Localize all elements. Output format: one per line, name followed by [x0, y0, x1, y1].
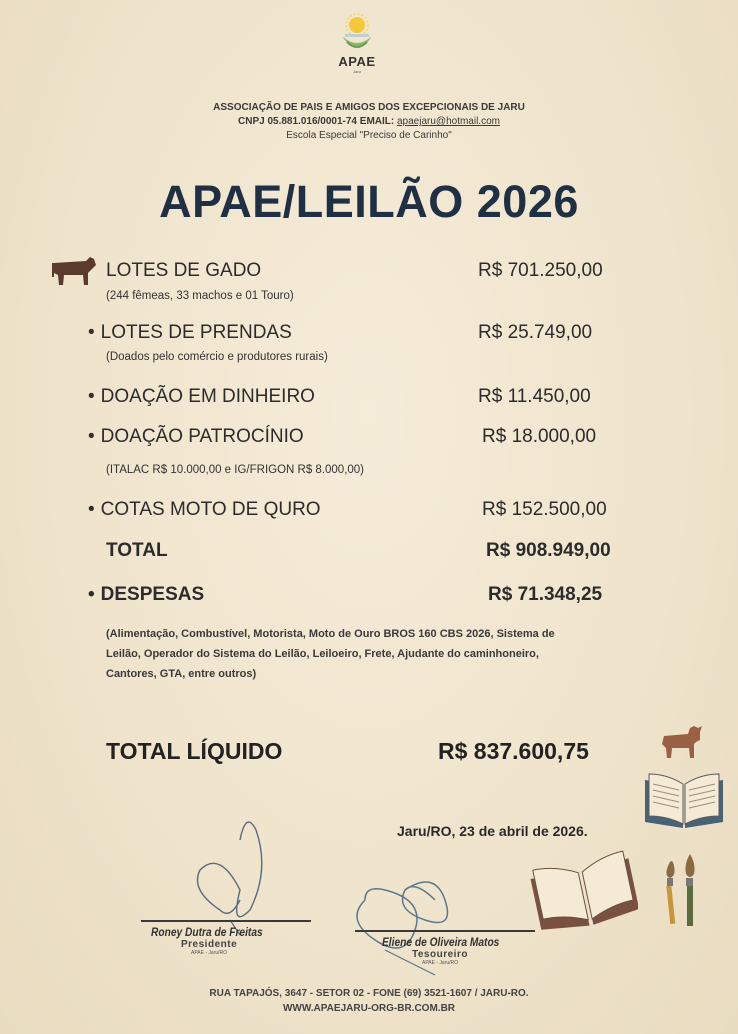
despesas-note-line: Leilão, Operador do Sistema do Leilão, Leiloeiro, Frete, Ajudante do caminhoneiro, — [106, 648, 539, 660]
despesas-note — [106, 624, 555, 684]
item-cotas-moto-value: R$ 152.500,00 — [482, 499, 607, 520]
despesas-note-line: (Alimentação, Combustível, Motorista, Moto de Ouro BROS 160 CBS 2026, Sistema de — [106, 628, 555, 640]
item-lotes-gado-label: LOTES DE GADO — [106, 260, 262, 281]
item-lotes-prendas-label: • LOTES DE PRENDAS — [88, 322, 292, 344]
logo-subtext: Jaru — [353, 69, 361, 74]
apae-logo — [329, 12, 385, 74]
signatory-org: APAE - Jaru/RO — [191, 950, 228, 956]
footer — [0, 986, 738, 1016]
open-book-icon — [643, 770, 725, 832]
paintbrush-icon — [656, 852, 706, 928]
org-name: ASSOCIAÇÃO DE PAIS E AMIGOS DOS EXCEPCIONAIS DE JARU — [213, 102, 525, 113]
despesas-value: R$ 71.348,25 — [488, 584, 603, 605]
cow-icon — [50, 255, 98, 289]
signatory-name: Eliene de Oliveira Matos — [382, 935, 500, 949]
item-doacao-patrocinio-note: (ITALAC R$ 10.000,00 e IG/FRIGON R$ 8.000,00) — [106, 464, 365, 476]
item-lotes-prendas-note: (Doados pelo comércio e produtores rurais) — [106, 351, 328, 363]
item-doacao-patrocinio-value: R$ 18.000,00 — [482, 426, 597, 447]
open-book-icon — [530, 850, 638, 930]
signatory-name: Roney Dutra de Freitas — [151, 925, 263, 939]
item-lotes-gado-value: R$ 701.250,00 — [478, 260, 603, 281]
signatory-org: APAE - Jaru/RO — [422, 960, 459, 966]
logo-text: APAE — [338, 54, 376, 69]
signature-block-treasurer — [382, 935, 542, 966]
item-doacao-patrocinio-label: • DOAÇÃO PATROCÍNIO — [88, 426, 304, 448]
signature-line — [355, 930, 535, 932]
item-doacao-dinheiro-label: • DOAÇÃO EM DINHEIRO — [88, 386, 315, 408]
item-lotes-gado-note: (244 fêmeas, 33 machos e 01 Touro) — [106, 290, 294, 302]
signatory-role: Presidente — [181, 939, 238, 950]
cow-icon — [658, 722, 704, 762]
item-doacao-dinheiro-value: R$ 11.450,00 — [478, 386, 591, 407]
item-lotes-prendas-value: R$ 25.749,00 — [478, 322, 593, 343]
despesas-label: • DESPESAS — [88, 584, 204, 606]
footer-website[interactable]: WWW.APAEJARU-ORG-BR.COM.BR — [282, 1003, 456, 1014]
org-contact — [0, 115, 738, 129]
total-liquido-value: R$ 837.600,75 — [438, 738, 589, 764]
cnpj: CNPJ 05.881.016/0001-74 EMAIL: — [238, 116, 395, 127]
item-cotas-moto-label: • COTAS MOTO DE QURO — [88, 499, 321, 521]
signature-block-president — [151, 925, 301, 956]
page-title: APAE/LEILÃO 2026 — [159, 176, 579, 227]
footer-address: RUA TAPAJÓS, 3647 - SETOR 02 - FONE (69) 3521-1607 / JARU-RO. — [209, 988, 529, 999]
org-header — [0, 101, 738, 143]
email-link[interactable]: apaejaru@hotmail.com — [397, 116, 500, 127]
signatory-role: Tesoureiro — [412, 949, 468, 960]
total-label: TOTAL — [106, 540, 168, 561]
total-value: R$ 908.949,00 — [486, 540, 611, 561]
school-name: Escola Especial "Preciso de Carinho" — [286, 130, 452, 141]
total-liquido-label: TOTAL LÍQUIDO — [106, 738, 283, 764]
flower-hands-logo-icon — [337, 12, 377, 56]
signature-line — [141, 920, 311, 922]
despesas-note-line: Cantores, GTA, entre outros) — [106, 668, 257, 680]
document-date: Jaru/RO, 23 de abril de 2026. — [397, 823, 588, 839]
